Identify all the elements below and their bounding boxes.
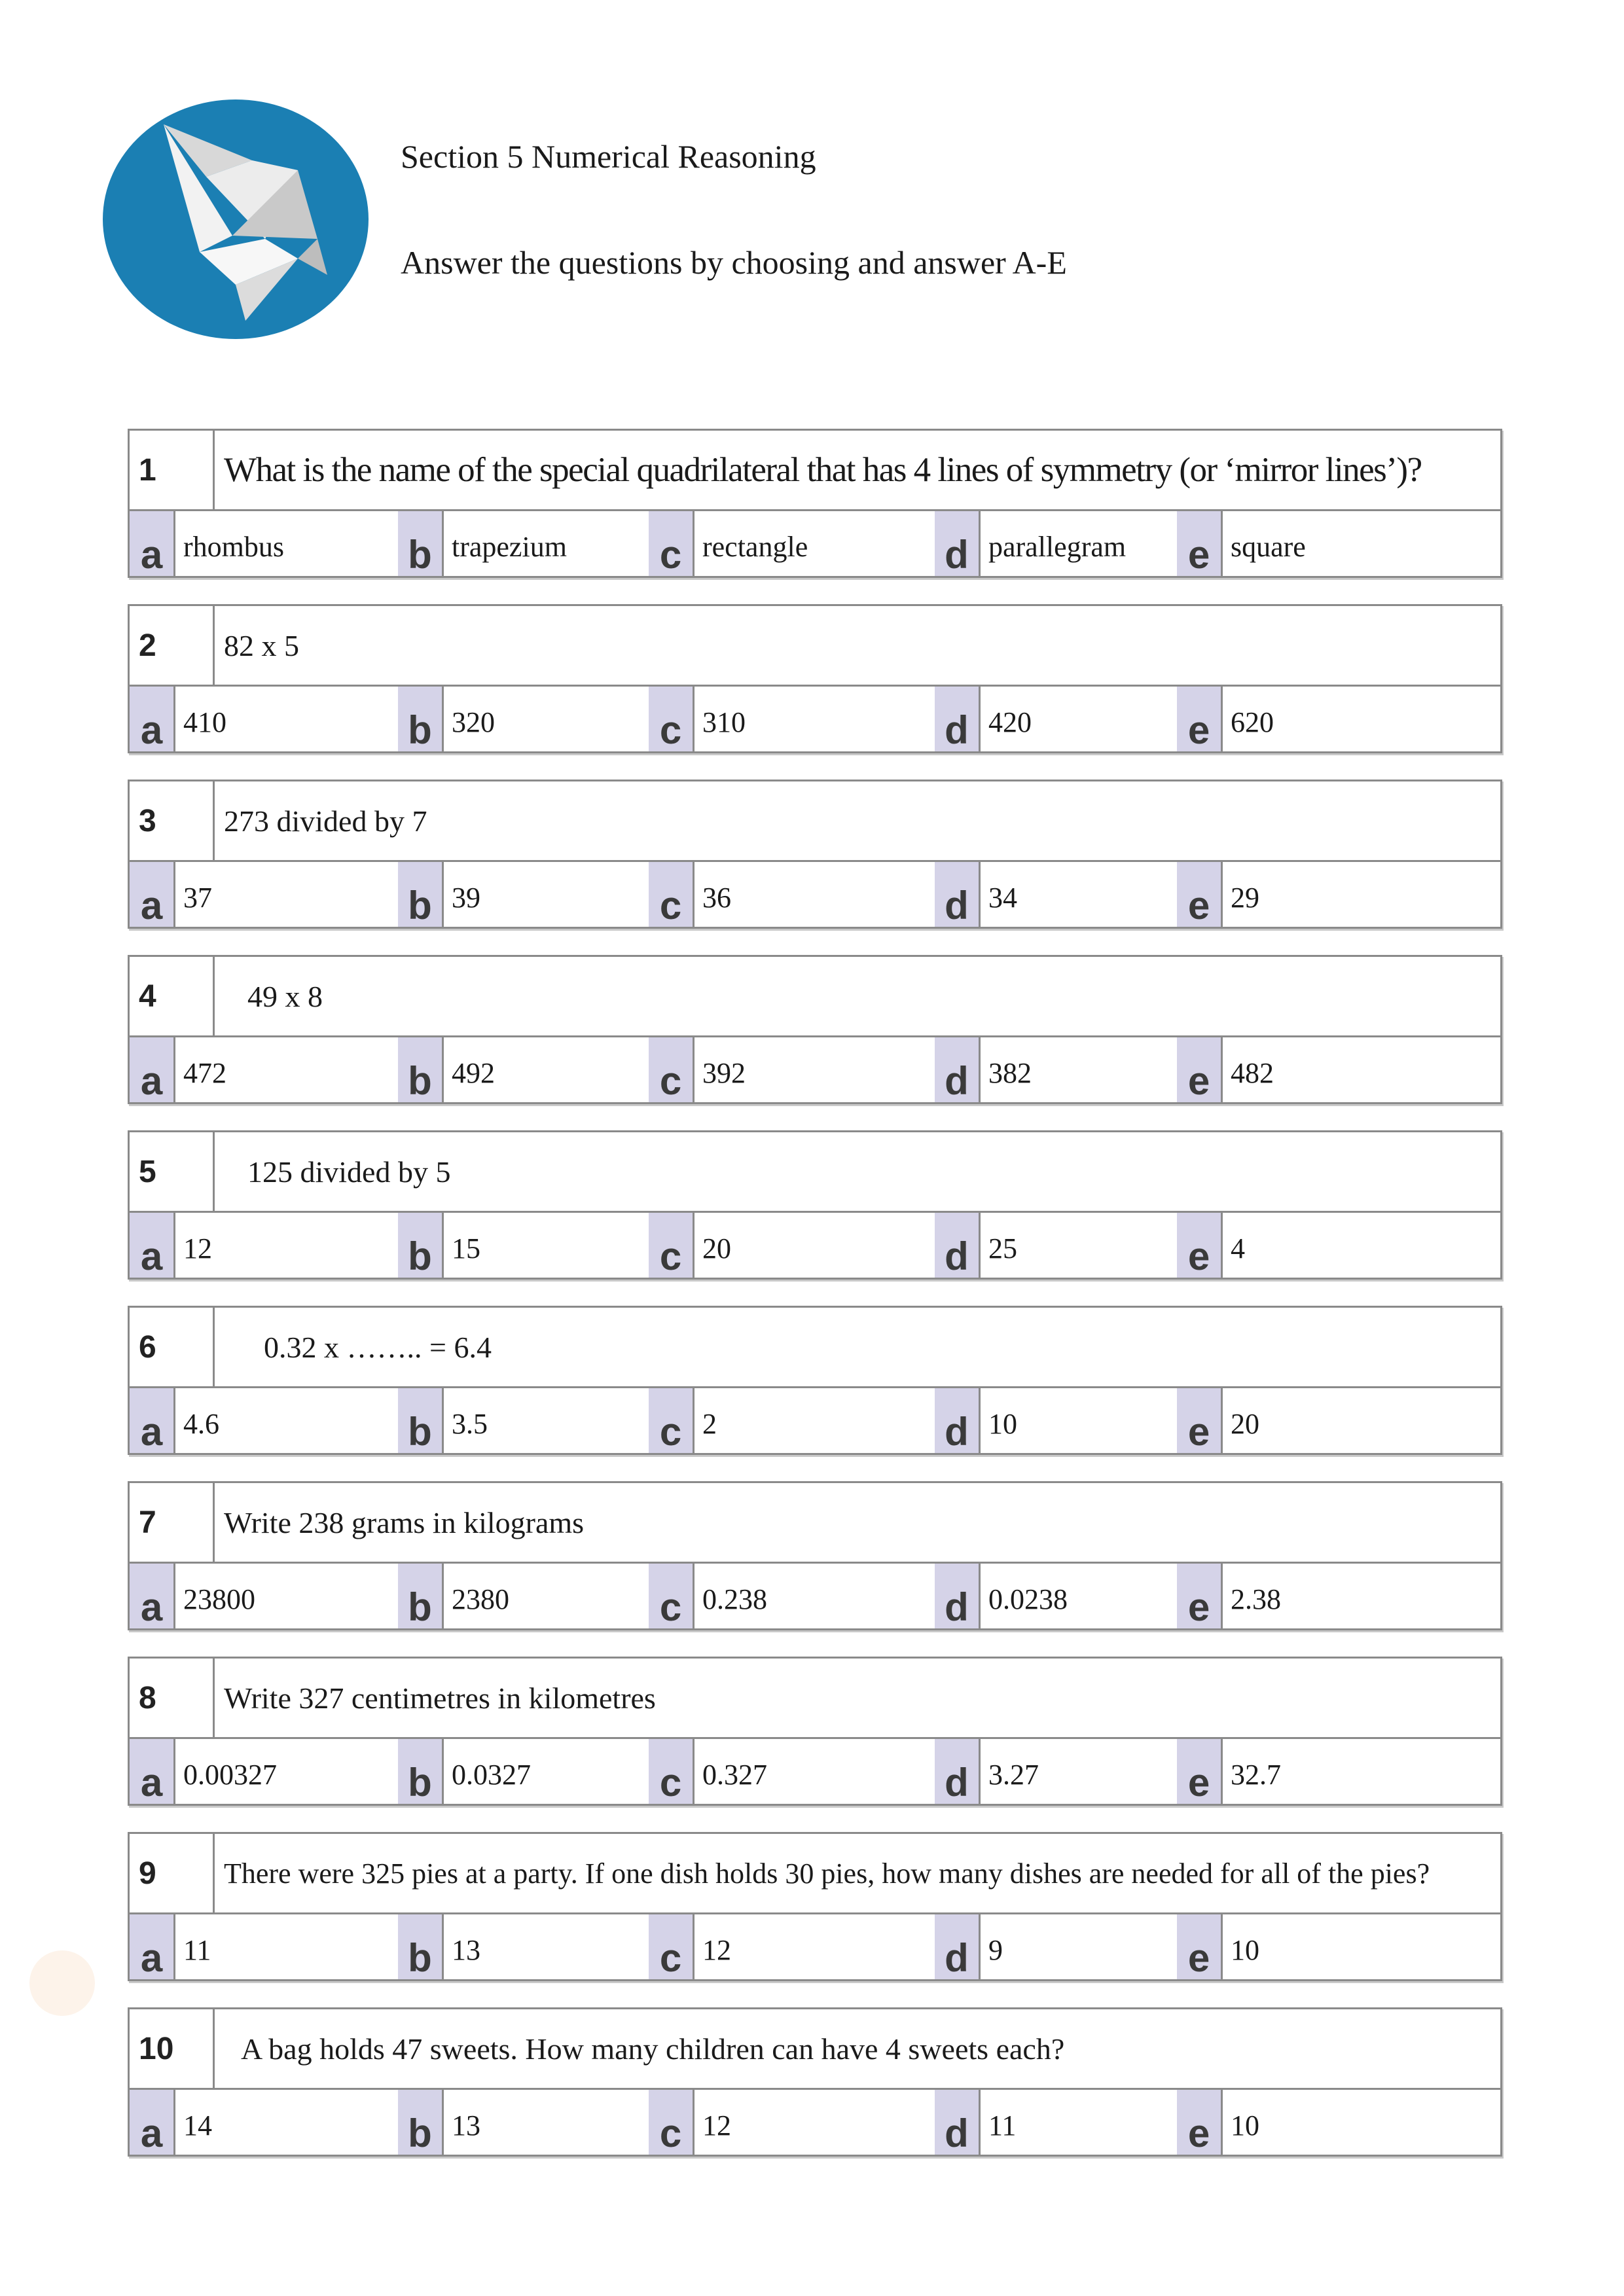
questions-list xyxy=(128,429,1502,2183)
option-value: 392 xyxy=(702,1057,746,1089)
option-letter: d xyxy=(935,2090,981,2155)
option-d[interactable] xyxy=(935,687,1177,751)
option-letter: a xyxy=(130,1037,175,1102)
question-text: 125 divided by 5 xyxy=(247,1155,451,1189)
option-value: 36 xyxy=(702,882,731,914)
option-letter: c xyxy=(649,1914,695,1979)
question-number: 9 xyxy=(130,1834,215,1912)
option-letter: e xyxy=(1177,1388,1223,1453)
answer-options xyxy=(128,1739,1502,1806)
question-text: A bag holds 47 sweets. How many children can have 4 sweets each? xyxy=(241,2032,1065,2066)
option-d[interactable] xyxy=(935,511,1177,576)
question-4 xyxy=(128,955,1502,1104)
question-text: There were 325 pies at a party. If one dish holds 30 pies, how many dishes are needed for all of the pies? xyxy=(224,1857,1430,1890)
option-letter: c xyxy=(649,1213,695,1278)
option-e[interactable] xyxy=(1177,1213,1500,1278)
answer-options xyxy=(128,1037,1502,1104)
option-letter: e xyxy=(1177,511,1223,576)
option-c[interactable] xyxy=(649,1564,935,1628)
option-letter: d xyxy=(935,862,981,927)
question-row xyxy=(128,1481,1502,1564)
answer-options xyxy=(128,1388,1502,1455)
option-letter: a xyxy=(130,862,175,927)
option-b[interactable] xyxy=(398,1739,649,1804)
option-value: 39 xyxy=(452,882,480,914)
option-value: 32.7 xyxy=(1231,1759,1281,1791)
option-value: rhombus xyxy=(183,531,284,563)
option-letter: b xyxy=(398,1037,444,1102)
option-value: 14 xyxy=(183,2109,212,2142)
option-e[interactable] xyxy=(1177,687,1500,751)
option-letter: c xyxy=(649,1739,695,1804)
option-a[interactable] xyxy=(130,1914,398,1979)
option-letter: b xyxy=(398,1914,444,1979)
question-text: 49 x 8 xyxy=(247,979,323,1013)
question-number: 8 xyxy=(130,1659,215,1737)
option-value: 9 xyxy=(988,1934,1003,1966)
option-letter: e xyxy=(1177,687,1223,751)
option-value: 10 xyxy=(1231,2109,1259,2142)
option-value: 20 xyxy=(1231,1408,1259,1440)
option-c[interactable] xyxy=(649,511,935,576)
option-letter: c xyxy=(649,1037,695,1102)
option-e[interactable] xyxy=(1177,1564,1500,1628)
option-a[interactable] xyxy=(130,1213,398,1278)
option-letter: d xyxy=(935,1914,981,1979)
question-number: 6 xyxy=(130,1308,215,1386)
option-value: 15 xyxy=(452,1232,480,1265)
question-6 xyxy=(128,1306,1502,1455)
option-d[interactable] xyxy=(935,1914,1177,1979)
answer-options xyxy=(128,1914,1502,1981)
option-value: 420 xyxy=(988,706,1032,738)
question-row xyxy=(128,955,1502,1037)
option-value: 10 xyxy=(988,1408,1017,1440)
option-letter: d xyxy=(935,1213,981,1278)
option-letter: d xyxy=(935,1564,981,1628)
option-letter: b xyxy=(398,687,444,751)
option-value: 3.5 xyxy=(452,1408,488,1440)
option-letter: b xyxy=(398,1739,444,1804)
option-value: 13 xyxy=(452,2109,480,2142)
option-value: 482 xyxy=(1231,1057,1274,1089)
option-value: 4.6 xyxy=(183,1408,219,1440)
option-c[interactable] xyxy=(649,1037,935,1102)
answer-options xyxy=(128,687,1502,753)
option-letter: a xyxy=(130,1739,175,1804)
option-value: 382 xyxy=(988,1057,1032,1089)
question-5 xyxy=(128,1130,1502,1280)
page-title: Section 5 Numerical Reasoning xyxy=(401,138,816,175)
option-value: 23800 xyxy=(183,1583,255,1615)
option-letter: c xyxy=(649,511,695,576)
option-value: 0.0327 xyxy=(452,1759,531,1791)
option-e[interactable] xyxy=(1177,1388,1500,1453)
question-row xyxy=(128,429,1502,511)
instructions-text: Answer the questions by choosing and answer A-E xyxy=(401,244,1067,281)
option-d[interactable] xyxy=(935,1388,1177,1453)
option-value: 11 xyxy=(988,2109,1017,2142)
option-letter: a xyxy=(130,1213,175,1278)
question-row xyxy=(128,1130,1502,1213)
option-value: 2380 xyxy=(452,1583,509,1615)
option-letter: e xyxy=(1177,1914,1223,1979)
option-letter: a xyxy=(130,687,175,751)
option-letter: c xyxy=(649,862,695,927)
option-letter: a xyxy=(130,1564,175,1628)
option-value: 2 xyxy=(702,1408,717,1440)
option-c[interactable] xyxy=(649,687,935,751)
option-letter: d xyxy=(935,1739,981,1804)
option-a[interactable] xyxy=(130,1388,398,1453)
question-row xyxy=(128,780,1502,862)
question-3 xyxy=(128,780,1502,929)
option-d[interactable] xyxy=(935,1037,1177,1102)
option-letter: a xyxy=(130,1914,175,1979)
option-value: 29 xyxy=(1231,882,1259,914)
option-value: 492 xyxy=(452,1057,495,1089)
option-value: 37 xyxy=(183,882,212,914)
option-letter: c xyxy=(649,687,695,751)
question-number: 2 xyxy=(130,606,215,685)
option-value: 4 xyxy=(1231,1232,1245,1265)
question-text: 0.32 x …….. = 6.4 xyxy=(264,1330,492,1364)
question-row xyxy=(128,1306,1502,1388)
option-value: 2.38 xyxy=(1231,1583,1281,1615)
option-value: 34 xyxy=(988,882,1017,914)
question-number: 5 xyxy=(130,1132,215,1211)
option-b[interactable] xyxy=(398,862,649,927)
option-c[interactable] xyxy=(649,1739,935,1804)
option-d[interactable] xyxy=(935,862,1177,927)
option-value: 10 xyxy=(1231,1934,1259,1966)
option-e[interactable] xyxy=(1177,1914,1500,1979)
option-value: 472 xyxy=(183,1057,226,1089)
option-letter: b xyxy=(398,1388,444,1453)
option-letter: e xyxy=(1177,1037,1223,1102)
option-b[interactable] xyxy=(398,687,649,751)
option-b[interactable] xyxy=(398,1388,649,1453)
option-letter: a xyxy=(130,2090,175,2155)
option-value: 13 xyxy=(452,1934,480,1966)
origami-bird-icon xyxy=(101,98,370,340)
option-value: 3.27 xyxy=(988,1759,1039,1791)
option-a[interactable] xyxy=(130,862,398,927)
option-value: 12 xyxy=(702,1934,731,1966)
option-letter: e xyxy=(1177,862,1223,927)
option-c[interactable] xyxy=(649,2090,935,2155)
option-value: 12 xyxy=(183,1232,212,1265)
question-row xyxy=(128,604,1502,687)
option-a[interactable] xyxy=(130,2090,398,2155)
option-e[interactable] xyxy=(1177,2090,1500,2155)
option-letter: e xyxy=(1177,1564,1223,1628)
option-d[interactable] xyxy=(935,1213,1177,1278)
option-e[interactable] xyxy=(1177,511,1500,576)
option-letter: b xyxy=(398,2090,444,2155)
option-b[interactable] xyxy=(398,1213,649,1278)
question-9 xyxy=(128,1832,1502,1981)
question-1 xyxy=(128,429,1502,578)
option-b[interactable] xyxy=(398,1564,649,1628)
option-b[interactable] xyxy=(398,2090,649,2155)
option-value: square xyxy=(1231,531,1306,563)
option-value: 310 xyxy=(702,706,746,738)
option-value: parallegram xyxy=(988,531,1127,563)
option-a[interactable] xyxy=(130,1739,398,1804)
option-value: 320 xyxy=(452,706,495,738)
option-letter: a xyxy=(130,511,175,576)
question-10 xyxy=(128,2007,1502,2157)
option-letter: b xyxy=(398,511,444,576)
option-value: 12 xyxy=(702,2109,731,2142)
question-row xyxy=(128,1832,1502,1914)
option-value: trapezium xyxy=(452,531,567,563)
option-letter: b xyxy=(398,1564,444,1628)
question-row xyxy=(128,2007,1502,2090)
option-c[interactable] xyxy=(649,1213,935,1278)
question-text: What is the name of the special quadrilateral that has 4 lines of symmetry (or ‘mirror lines’)? xyxy=(224,451,1422,489)
option-letter: c xyxy=(649,1564,695,1628)
option-b[interactable] xyxy=(398,511,649,576)
decorative-blob xyxy=(29,1950,95,2016)
option-letter: a xyxy=(130,1388,175,1453)
option-a[interactable] xyxy=(130,1037,398,1102)
option-c[interactable] xyxy=(649,1914,935,1979)
answer-options xyxy=(128,2090,1502,2157)
option-value: 620 xyxy=(1231,706,1274,738)
question-number: 7 xyxy=(130,1483,215,1562)
question-text: Write 238 grams in kilograms xyxy=(224,1505,585,1539)
option-b[interactable] xyxy=(398,1914,649,1979)
option-value: 0.0238 xyxy=(988,1583,1068,1615)
option-e[interactable] xyxy=(1177,1037,1500,1102)
question-number: 10 xyxy=(130,2009,215,2088)
question-number: 1 xyxy=(130,431,215,509)
answer-options xyxy=(128,862,1502,929)
option-letter: d xyxy=(935,1037,981,1102)
option-value: 25 xyxy=(988,1232,1017,1265)
option-letter: d xyxy=(935,1388,981,1453)
option-e[interactable] xyxy=(1177,862,1500,927)
option-value: 0.238 xyxy=(702,1583,767,1615)
option-c[interactable] xyxy=(649,1388,935,1453)
option-value: 0.327 xyxy=(702,1759,767,1791)
answer-options xyxy=(128,1564,1502,1630)
question-8 xyxy=(128,1657,1502,1806)
option-c[interactable] xyxy=(649,862,935,927)
question-text: 82 x 5 xyxy=(224,628,299,662)
question-7 xyxy=(128,1481,1502,1630)
option-d[interactable] xyxy=(935,1564,1177,1628)
option-b[interactable] xyxy=(398,1037,649,1102)
option-letter: c xyxy=(649,2090,695,2155)
question-row xyxy=(128,1657,1502,1739)
option-letter: e xyxy=(1177,2090,1223,2155)
option-value: 410 xyxy=(183,706,226,738)
option-a[interactable] xyxy=(130,1564,398,1628)
option-letter: b xyxy=(398,1213,444,1278)
option-value: 11 xyxy=(183,1934,211,1966)
option-letter: e xyxy=(1177,1213,1223,1278)
option-d[interactable] xyxy=(935,2090,1177,2155)
question-number: 4 xyxy=(130,957,215,1035)
option-letter: b xyxy=(398,862,444,927)
question-text: Write 327 centimetres in kilometres xyxy=(224,1681,656,1715)
answer-options xyxy=(128,511,1502,578)
option-value: 20 xyxy=(702,1232,731,1265)
option-letter: d xyxy=(935,687,981,751)
option-e[interactable] xyxy=(1177,1739,1500,1804)
option-d[interactable] xyxy=(935,1739,1177,1804)
question-text: 273 divided by 7 xyxy=(224,804,427,838)
question-number: 3 xyxy=(130,781,215,860)
option-value: 0.00327 xyxy=(183,1759,277,1791)
option-a[interactable] xyxy=(130,687,398,751)
option-a[interactable] xyxy=(130,511,398,576)
option-letter: d xyxy=(935,511,981,576)
question-2 xyxy=(128,604,1502,753)
option-letter: c xyxy=(649,1388,695,1453)
answer-options xyxy=(128,1213,1502,1280)
option-letter: e xyxy=(1177,1739,1223,1804)
option-value: rectangle xyxy=(702,531,808,563)
